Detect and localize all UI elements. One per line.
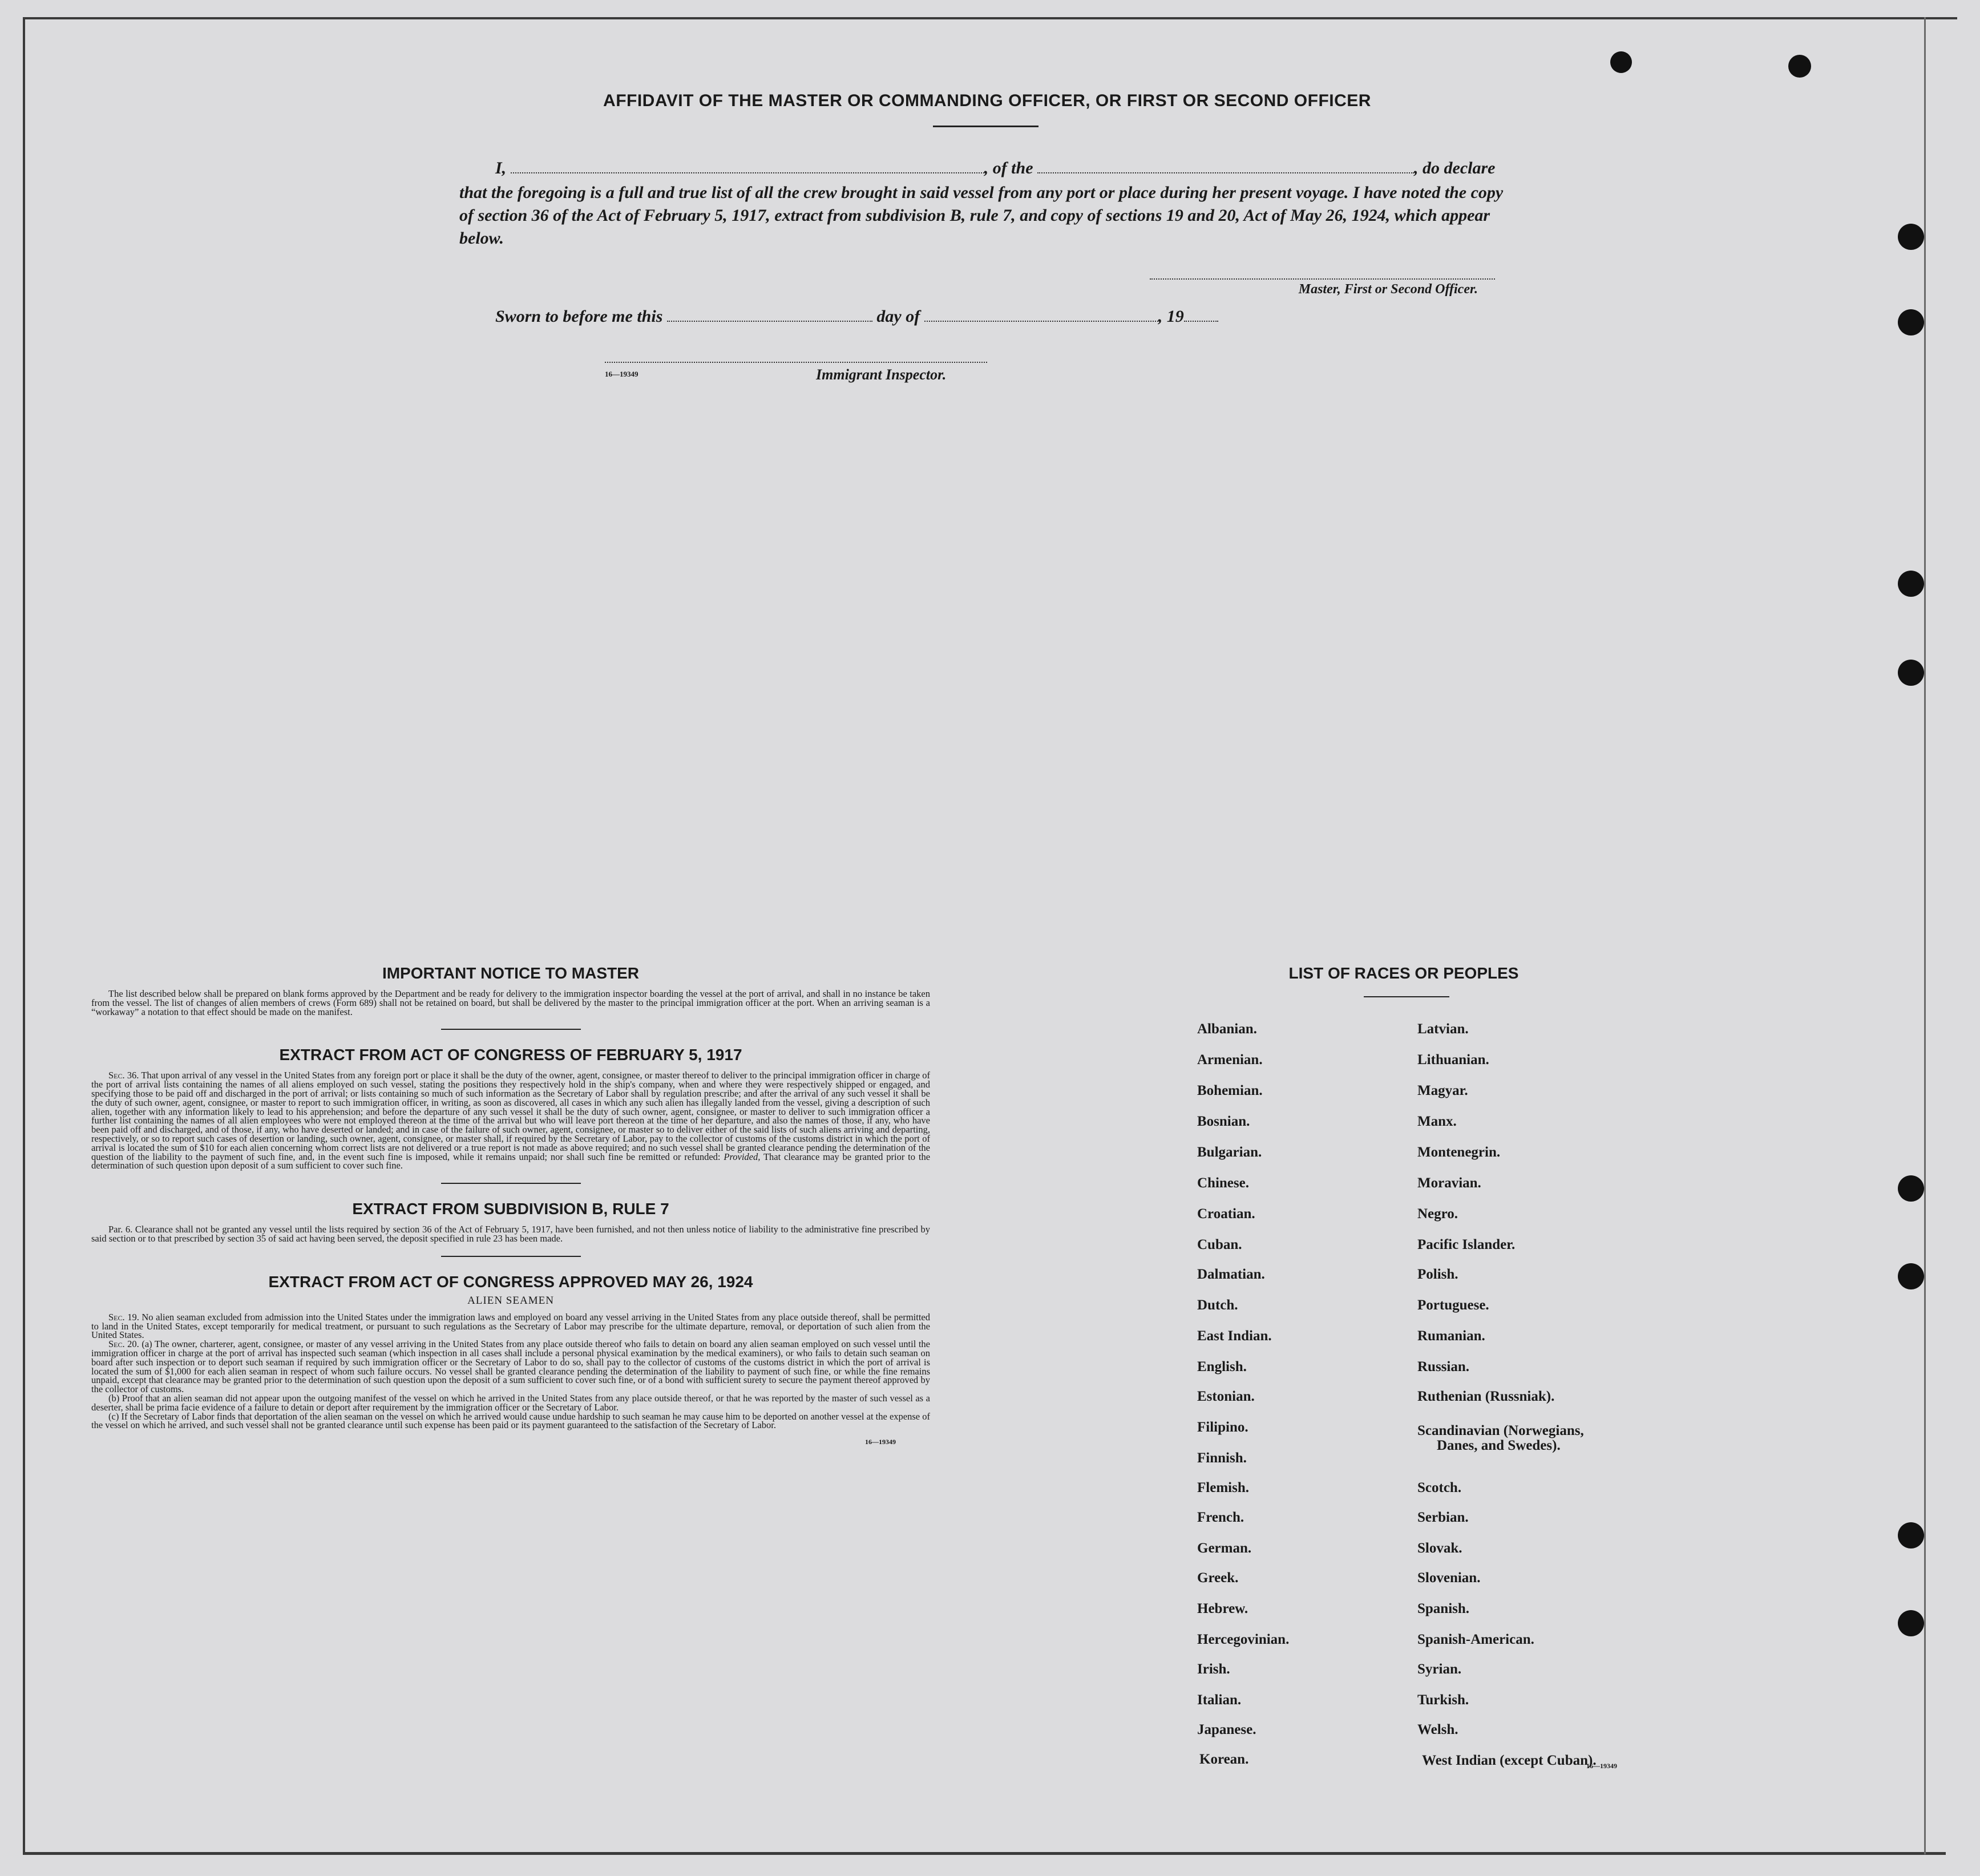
- race-item: West Indian (except Cuban).: [1422, 1753, 1597, 1768]
- sec-19-text: No alien seaman excluded from admission into the United States under the immigration laws and employed on board any vessel arriving in the United States from any place outside thereof, shall be permitted to land in the United States, except temporarily for medical treatment, or pursuant to such regulations as the Secretary of Labor may prescribe for the ultimate departure, removal, or deportation of such alien from the United States.: [91, 1311, 930, 1341]
- race-item: Armenian.: [1197, 1052, 1263, 1068]
- race-item: Finnish.: [1197, 1450, 1247, 1466]
- race-item: Spanish-American.: [1417, 1632, 1534, 1647]
- race-item: Albanian.: [1197, 1021, 1257, 1037]
- rule-7-title: EXTRACT FROM SUBDIVISION B, RULE 7: [352, 1200, 669, 1218]
- notice-form-code: 16—19349: [865, 1438, 896, 1446]
- race-item: Croatian.: [1197, 1206, 1255, 1222]
- race-item: Rumanian.: [1417, 1328, 1485, 1344]
- race-item: Negro.: [1417, 1206, 1458, 1222]
- section-divider: [441, 1256, 581, 1257]
- notice-title: IMPORTANT NOTICE TO MASTER: [382, 964, 640, 982]
- race-item: Portuguese.: [1417, 1297, 1489, 1313]
- race-item: Turkish.: [1417, 1692, 1469, 1708]
- race-item: Serbian.: [1417, 1510, 1469, 1525]
- race-item: Pacific Islander.: [1417, 1237, 1516, 1252]
- inspector-label: Immigrant Inspector.: [816, 366, 947, 383]
- inspector-form-code: 16—19349: [605, 370, 639, 378]
- race-item: Japanese.: [1197, 1722, 1256, 1737]
- race-item: English.: [1197, 1359, 1247, 1374]
- sec-20c-text: (c) If the Secretary of Labor finds that deportation of the alien seaman on the vessel on which he arrived would cause undue hardship to such seaman he may cause him to be deported on another vessel at the expense of the vessel on which he arrived, and such vessel shall not be granted clearance until such expense has been paid or its payment guaranteed to the satisfaction of the Secretary of Labor.: [91, 1410, 930, 1431]
- affidavit-title: AFFIDAVIT OF THE MASTER OR COMMANDING OFFICER, OR FIRST OR SECOND OFFICER: [603, 91, 1371, 110]
- sworn-prefix: Sworn to before me this: [495, 307, 663, 326]
- rule-7-text: [91, 1225, 930, 1243]
- race-item: Montenegrin.: [1417, 1145, 1501, 1160]
- race-item: German.: [1197, 1541, 1252, 1556]
- race-item: Irish.: [1197, 1661, 1230, 1677]
- races-title: LIST OF RACES OR PEOPLES: [1288, 964, 1519, 982]
- affidavit-title-rule: [933, 126, 1039, 127]
- sec-20-label: Sec. 20.: [108, 1339, 139, 1350]
- page-border-left: [23, 17, 25, 1854]
- do-declare-label: , do declare: [1414, 159, 1496, 177]
- punch-hole: [1898, 1610, 1924, 1636]
- page-border-right: [1924, 17, 1926, 1854]
- race-item: Latvian.: [1417, 1021, 1469, 1037]
- declarant-name-field[interactable]: [511, 160, 984, 173]
- sec-20b-text: (b) Proof that an alien seaman did not appear upon the outgoing manifest of the vessel on which he arrived in the United States from any place outside thereof, or that he was reported by the master of such vessel as a deserter, shall be prima facie evidence of a failure to detain or deport after requirement by the immigration officer or the Secretary of Labor.: [91, 1392, 930, 1413]
- notice-paragraph: The list described below shall be prepared on blank forms approved by the Department and be ready for delivery to the immigration inspector boarding the vessel at the port of arrival, and shall in no instance be taken from the vessel. The list of changes of alien members of crews (Form 689) shall not be retained on board, but shall be delivered by the master to the principal immigration officer at the port. When an arriving seaman is a “workaway” a notation to that effect should be made on the manifest.: [91, 988, 930, 1017]
- sec-36-label: Sec. 36.: [108, 1070, 139, 1081]
- punch-hole: [1898, 309, 1924, 335]
- act-1924-text: [91, 1313, 930, 1430]
- race-item: Scandinavian (Norwegians,: [1417, 1423, 1584, 1438]
- sec-20a-text: (a) The owner, charterer, agent, consignee, or master of any vessel arriving in the United States from any place outside thereof who fails to detain on board any alien seaman employed on such vessel until the immigration officer in charge at the port of arrival has inspected such seaman (which inspection in all cases shall include a personal physical examination by the medical examiners), or who fails to detain such seaman on board after such inspection or to deport such seaman if required by such immigration officer or the Secretary of Labor to do so, shall pay to the collector of customs of the customs district in which the port of arrival is located the sum of $1,000 for each alien seaman in respect of whom such failure occurs. No vessel shall be granted clearance pending the determination of the liability to payment of such fine, or while the fine remains unpaid, except that clearance may be granted prior to the determination of such question upon the deposit of a sum sufficient to cover such fine, or of a bond with sufficient surety to secure the payment thereof approved by the collector of customs.: [91, 1339, 930, 1395]
- race-item: Hebrew.: [1197, 1601, 1248, 1616]
- affidavit-declaration-line: [495, 159, 1522, 178]
- sec-36-text: That upon arrival of any vessel in the United States from any foreign port or place it shall be the duty of the owner, agent, consignee, or master thereof to deliver to the principal immigration officer in charge of the port of arrival lists containing the names of all aliens employed on such vessel, stating the positions they respectively hold in the ship's company, when and where they were respectively shipped or engaged, and specifying those to be paid off and discharged in the port of arrival; or lists containing so much of such information as the Secretary of Labor shall by regulation prescribe; and after the arrival of any such vessel it shall be the duty of such owner, agent, consignee, or master to report to such immigration officer, in writing, as soon as discovered, all cases in which any such alien has illegally landed from the vessel, giving a description of such alien, together with any information likely to lead to his apprehension; and before the departure of any such vessel it shall be the duty of such owner, agent, consignee, or master to deliver to such immigration officer a further list containing the names of all alien employees who were not employed thereon at the time of the arrival but who will leave port thereon at the time of her departure, and also the names of those, if any, who have been paid off and discharged, and of those, if any, who have deserted or landed; and in case of the failure of such owner, agent, consignee, or master so to deliver either of the said lists of such aliens arriving and departing, respectively, or so to report such cases of desertion or landing, such owner, agent, consignee, or master shall, if required by the Secretary of Labor, pay to the collector of customs of the customs district in which the port of arrival is located the sum of $10 for each alien concerning whom correct lists are not delivered or a true report is not made as above required; and no such vessel shall be granted clearance pending the determination of the question of the liability to the payment of such fine, and, in the event such fine is imposed, while it remains unpaid; nor shall such fine be remitted or refunded:: [91, 1070, 931, 1162]
- notice-column: [91, 964, 930, 1446]
- page-border-top: [23, 17, 1957, 19]
- race-item: Flemish.: [1197, 1480, 1249, 1495]
- race-item: Magyar.: [1417, 1083, 1468, 1098]
- section-divider: [441, 1183, 581, 1184]
- race-item: Spanish.: [1417, 1601, 1470, 1616]
- of-the-label: , of the: [984, 159, 1033, 177]
- sec-19-label: Sec. 19.: [108, 1311, 139, 1323]
- declarant-prefix: I,: [495, 159, 507, 177]
- race-item: Bohemian.: [1197, 1083, 1263, 1098]
- punch-hole: [1898, 224, 1924, 250]
- section-divider: [441, 1029, 581, 1030]
- race-item: Scotch.: [1417, 1480, 1462, 1495]
- race-item: Greek.: [1197, 1570, 1239, 1586]
- race-item: French.: [1197, 1510, 1244, 1525]
- race-item: Chinese.: [1197, 1175, 1249, 1191]
- page-border-bottom: [23, 1852, 1946, 1855]
- race-item: Lithuanian.: [1417, 1052, 1489, 1068]
- inspector-signature-field[interactable]: [605, 362, 987, 363]
- races-form-code: 16—19349: [1586, 1762, 1617, 1770]
- year-prefix-label: , 19: [1158, 307, 1184, 326]
- rule-7-paragraph: Par. 6. Clearance shall not be granted any vessel until the lists required by section 36 of the Act of February 5, 1917, have been furnished, and not then unless notice of liability to the administrative fine prescribed by said section or to that prescribed by section 35 of said act having been served, the deposit specified in rule 23 has been made.: [91, 1224, 930, 1244]
- race-item: Syrian.: [1417, 1661, 1462, 1677]
- race-item: Hercegovinian.: [1197, 1632, 1290, 1647]
- sec-36-tail: That clearance may be granted prior to the determination of such question upon deposit of a sum sufficient to cover such fine.: [91, 1151, 931, 1171]
- race-item: East Indian.: [1197, 1328, 1272, 1344]
- master-signature-label: Master, First or Second Officer.: [1298, 282, 1478, 297]
- race-item: Italian.: [1197, 1692, 1242, 1708]
- race-item: Cuban.: [1197, 1237, 1242, 1252]
- race-item: Moravian.: [1417, 1175, 1481, 1191]
- race-item: Slovenian.: [1417, 1570, 1481, 1586]
- race-item: Estonian.: [1197, 1389, 1255, 1404]
- punch-hole: [1898, 571, 1924, 597]
- affidavit-body: that the foregoing is a full and true list of all the crew brought in said vessel from any port or place during her present voyage. I have noted the copy of section 36 of the Act of February 5, 1917, extract from subdivision B, rule 7, and copy of sections 19 and 20, Act of May 26, 1924, which appear below.: [459, 183, 1504, 248]
- race-item: Polish.: [1417, 1267, 1458, 1282]
- sworn-day-field[interactable]: [667, 308, 872, 322]
- punch-hole: [1788, 55, 1811, 78]
- race-item: Russian.: [1417, 1359, 1470, 1374]
- race-item: Bulgarian.: [1197, 1145, 1262, 1160]
- act-1917-title: EXTRACT FROM ACT OF CONGRESS OF FEBRUARY 5, 1917: [279, 1046, 742, 1064]
- race-item: Welsh.: [1417, 1722, 1458, 1737]
- alien-seamen-subtitle: ALIEN SEAMEN: [467, 1294, 554, 1307]
- race-item: Dalmatian.: [1197, 1267, 1265, 1282]
- race-item: Filipino.: [1197, 1420, 1248, 1435]
- punch-hole: [1610, 51, 1632, 73]
- punch-hole: [1898, 1263, 1924, 1289]
- race-item: Manx.: [1417, 1114, 1457, 1129]
- race-item: Bosnian.: [1197, 1114, 1250, 1129]
- race-item: Korean.: [1199, 1752, 1249, 1767]
- act-1917-text: [91, 1071, 930, 1170]
- notice-text: [91, 989, 930, 1016]
- punch-hole: [1898, 1175, 1924, 1202]
- vessel-name-field[interactable]: [1037, 160, 1414, 173]
- act-1924-title: EXTRACT FROM ACT OF CONGRESS APPROVED MAY 26, 1924: [268, 1272, 753, 1291]
- races-title-rule: [1364, 996, 1449, 997]
- sworn-year-field[interactable]: [1184, 308, 1218, 322]
- master-signature-field[interactable]: [1150, 278, 1495, 280]
- sworn-line: [495, 307, 1218, 326]
- race-item: Ruthenian (Russniak).: [1417, 1389, 1555, 1404]
- punch-hole: [1898, 1522, 1924, 1548]
- sworn-month-field[interactable]: [924, 308, 1158, 322]
- punch-hole: [1898, 660, 1924, 686]
- day-of-label: day of: [876, 307, 920, 326]
- race-item: Dutch.: [1197, 1297, 1238, 1313]
- provided-label: Provided,: [724, 1151, 761, 1162]
- race-item: Slovak.: [1417, 1541, 1462, 1556]
- race-item: Danes, and Swedes).: [1437, 1438, 1561, 1453]
